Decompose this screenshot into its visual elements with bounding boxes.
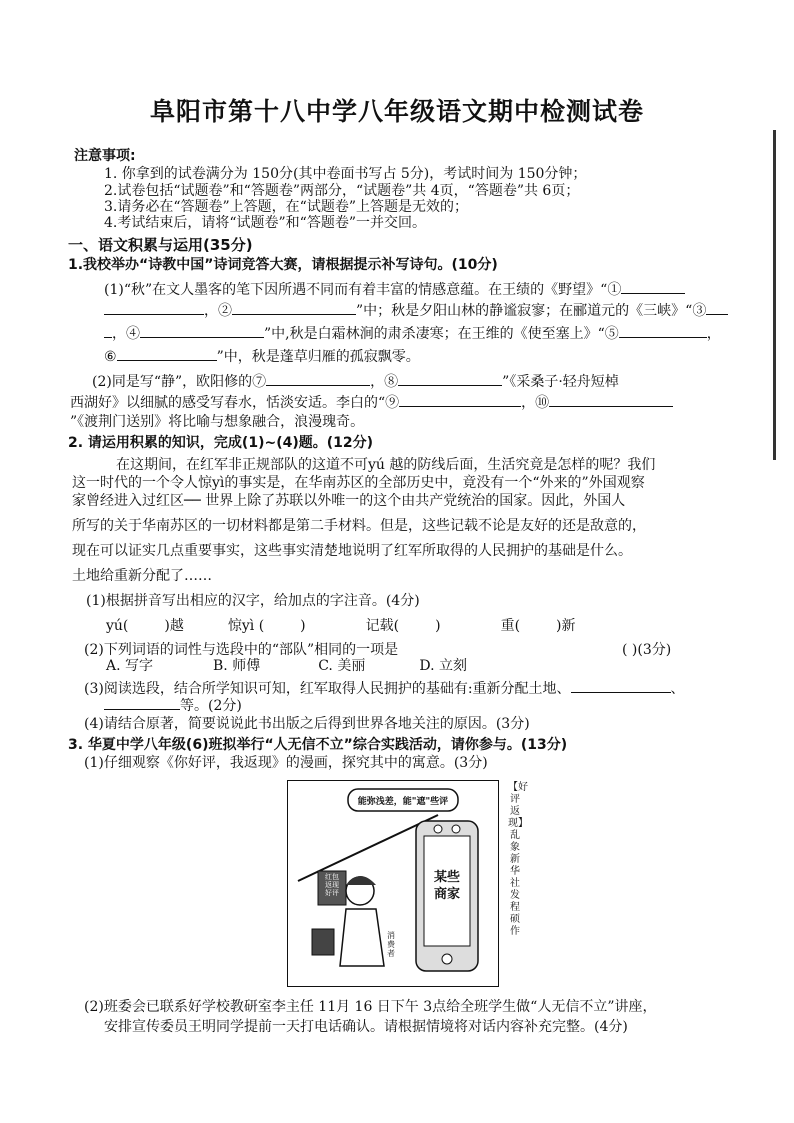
option-d[interactable]: D. 立刻 — [419, 658, 467, 674]
notice-item: 2.试卷包括“试题卷”和“答题卷”两部分，“试题卷”共 4页，“答题卷”共 6页； — [104, 183, 580, 199]
q1-line-4: ⑥ ”中，秋是蓬草归雁的孤寂飘零。 — [104, 346, 420, 366]
answer-blank-3b[interactable] — [104, 323, 112, 338]
section-heading: 一、语文积累与运用(35分) — [68, 236, 253, 254]
answer-blank-q2-3a[interactable] — [571, 678, 671, 693]
q1-line-7: ”《渡荆门送别》将比喻与想象融合，浪漫瑰奇。 — [70, 414, 365, 430]
cartoon-caption: 【好评返现】乱象 新华社发 程硕 作 — [508, 782, 528, 937]
answer-blank-6[interactable] — [117, 346, 217, 361]
answer-blank-1b[interactable] — [104, 300, 204, 315]
cartoon-card-text: 红包返现好评 — [325, 873, 339, 897]
notice-item: 1. 你拿到的试卷满分为 150分(其中卷面书写占 5分)，考试时间为 150分钟； — [104, 166, 587, 182]
answer-blank-2[interactable] — [232, 300, 356, 315]
q2-sub3-line2: 等。(2分) — [104, 695, 242, 715]
cartoon-phone-text: 某些商家 — [433, 870, 460, 902]
passage-line: 家曾经进入过红区── 世界上除了苏联以外唯一的这个由共产党统治的国家。因此，外国人 — [72, 493, 626, 509]
answer-blank-1[interactable] — [621, 279, 685, 294]
passage-line: 土地给重新分配了…… — [72, 568, 212, 584]
passage-line: 这一时代的一个令人惊yì的事实是，在华南苏区的全部历史中，竟没有一个“外来的”外国观察 — [72, 475, 645, 491]
option-b[interactable]: B. 师傅 — [213, 658, 261, 674]
option-a[interactable]: A. 写字 — [106, 658, 154, 674]
q1-line-5: (2)同是写“静”，欧阳修的⑦ ，⑧ ”《采桑子·轻舟短棹 — [92, 371, 619, 391]
answer-blank-8[interactable] — [398, 371, 502, 386]
notice-heading: 注意事项: — [74, 148, 136, 164]
cartoon-banner: 能弥浅差，能"遮"些评 — [357, 797, 449, 807]
q3-sub2-line1: (2)班委会已联系好学校教研室李主任 11月 16 日下午 3点给全班学生做“人无信不立”讲座， — [84, 999, 657, 1015]
answer-blank-q2-3b[interactable] — [104, 695, 180, 710]
q2-sub2: (2)下列词语的词性与选段中的“部队”相同的一项是 — [84, 642, 399, 658]
q2-sub3: (3)阅读选段，结合所学知识可知，红军取得人民拥护的基础有:重新分配土地、 、 — [84, 678, 685, 698]
answer-blank-7[interactable] — [266, 371, 370, 386]
page-title: 阜阳市第十八中学八年级语文期中检测试卷 — [149, 97, 644, 126]
q2-sub2-score: ( )(3分) — [622, 642, 672, 658]
q1-line-1: (1)“秋”在文人墨客的笔下因所遇不同而有着丰富的情感意蕴。在王绩的《野望》“① — [104, 279, 685, 299]
q2-sub4: (4)请结合原著，简要说说此书出版之后得到世界各地关注的原因。(3分) — [84, 716, 530, 732]
option-c[interactable]: C. 美丽 — [318, 658, 366, 674]
cartoon-consumer-label: 消费者 — [387, 931, 395, 958]
q1-line-6: 西湖好》以细腻的感受写春水，恬淡安适。李白的“⑨ ，⑩ — [70, 392, 673, 412]
notice-item: 3.请务必在“答题卷”上答题，在“试题卷”上答题是无效的； — [104, 199, 468, 215]
answer-blank-9[interactable] — [399, 392, 521, 407]
question-2-stem: 2. 请运用积累的知识，完成(1)~(4)题。(12分) — [68, 435, 374, 451]
q3-sub1: (1)仔细观察《你好评，我返现》的漫画，探究其中的寓意。(3分) — [84, 755, 488, 771]
cartoon-image — [287, 780, 499, 987]
question-3-stem: 3. 华夏中学八年级(6)班拟举行“人无信不立”综合实践活动，请你参与。(13分) — [68, 737, 568, 753]
question-1-stem: 1.我校举办“诗教中国”诗词竞答大赛，请根据提示补写诗句。(10分) — [68, 257, 498, 273]
passage-line: 所写的关于华南苏区的一切材料都是第二手材料。但是，这些记载不论是友好的还是敌意的， — [72, 518, 646, 534]
q2-sub1-items: yú( )越 惊yì ( ) 记载( ) 重( )新 — [106, 618, 576, 634]
q3-sub2-line2: 安排宣传委员王明同学提前一天打电话确认。请根据情境将对话内容补充完整。(4分) — [104, 1019, 628, 1035]
q1-line-3: ，④ ”中,秋是白霜林涧的肃杀凄寒；在王维的《使至塞上》“⑤ ， — [104, 323, 721, 343]
q2-options — [106, 657, 467, 675]
q1-line-2: ，② ”中；秋是夕阳山林的静谧寂寥；在郦道元的《三峡》“③ — [104, 300, 728, 320]
passage-line: 在这期间，在红军非正规部队的这道不可yú 越的防线后面，生活究竟是怎样的呢？我们 — [116, 457, 656, 473]
answer-blank-3[interactable] — [706, 300, 728, 315]
answer-blank-5[interactable] — [619, 323, 707, 338]
answer-blank-4[interactable] — [140, 323, 264, 338]
answer-blank-10[interactable] — [549, 392, 673, 407]
passage-line: 现在可以证实几点重要事实，这些事实清楚地说明了红军所取得的人民拥护的基础是什么。 — [72, 543, 632, 559]
scan-edge-mark — [773, 130, 776, 460]
notice-item: 4.考试结束后，请将“试题卷”和“答题卷”一并交回。 — [104, 215, 426, 231]
q2-sub1: (1)根据拼音写出相应的汉字，给加点的字注音。(4分) — [86, 593, 420, 609]
